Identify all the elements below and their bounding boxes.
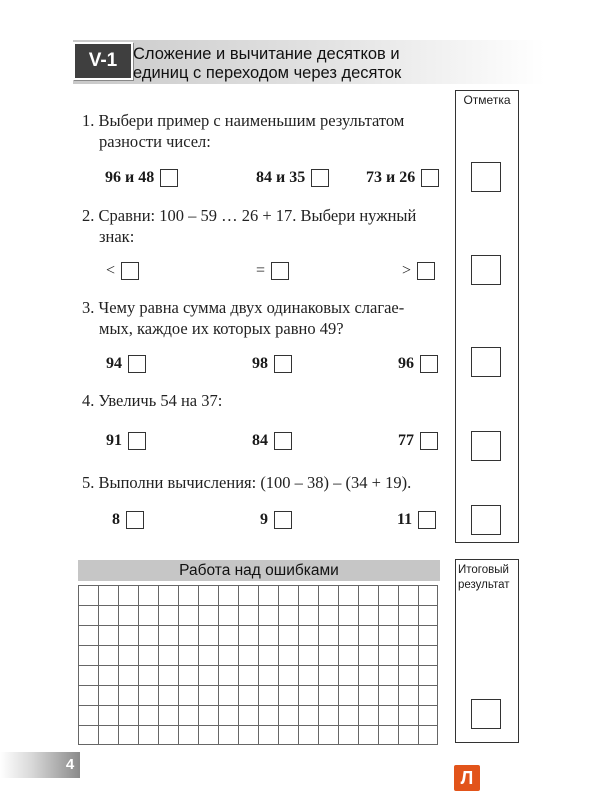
answer-checkbox[interactable] [160, 169, 178, 187]
final-result-box[interactable] [471, 699, 501, 729]
final-result-label-line1: Итоговый [458, 564, 509, 576]
question-3-line2: мых, каждое их которых равно 49? [99, 319, 344, 338]
errors-section-title: Работа над ошибками [78, 560, 440, 581]
answer-option-label: 98 [252, 355, 268, 372]
answer-option-label: 94 [106, 355, 122, 372]
publisher-logo: Л [454, 765, 480, 791]
question-4 [82, 390, 452, 411]
question-1-line1: 1. Выбери пример с наименьшим результатом [82, 111, 405, 130]
answer-checkbox[interactable] [271, 262, 289, 280]
answer-checkbox[interactable] [128, 432, 146, 450]
answer-option[interactable] [398, 355, 438, 373]
grade-box-2[interactable] [471, 255, 501, 285]
answer-option-label: > [402, 262, 412, 279]
question-1 [82, 110, 452, 152]
question-5-line1: 5. Выполни вычисления: (100 – 38) – (34 + 19). [82, 473, 412, 492]
answer-checkbox[interactable] [274, 432, 292, 450]
variant-label: V-1 [73, 42, 133, 80]
answer-option-label: 84 [252, 432, 268, 449]
answer-checkbox[interactable] [311, 169, 329, 187]
final-result-label-line2: результат [458, 579, 510, 591]
answer-option-label: < [106, 262, 116, 279]
answer-option-label: 9 [260, 511, 268, 528]
answer-checkbox[interactable] [121, 262, 139, 280]
answer-option-label: 96 [398, 355, 414, 372]
answer-option[interactable] [106, 355, 146, 373]
answer-option-label: = [256, 262, 266, 279]
answer-option[interactable] [256, 262, 289, 280]
question-1-line2: разности чисел: [99, 132, 211, 151]
answer-option-label: 73 и 26 [366, 169, 416, 186]
grade-box-4[interactable] [471, 431, 501, 461]
question-4-line1: 4. Увеличь 54 на 37: [82, 391, 223, 410]
topic-title-line1: Сложение и вычитание десятков и [133, 45, 400, 63]
answer-option-label: 91 [106, 432, 122, 449]
answer-option-label: 84 и 35 [256, 169, 306, 186]
topic-title-line2: единиц с переходом через десяток [133, 64, 402, 82]
answer-checkbox[interactable] [418, 511, 436, 529]
answer-checkbox[interactable] [420, 355, 438, 373]
answer-option[interactable] [402, 262, 435, 280]
errors-grid[interactable] [78, 585, 438, 745]
answer-checkbox[interactable] [126, 511, 144, 529]
answer-option-label: 77 [398, 432, 414, 449]
question-3-line1: 3. Чему равна сумма двух одинаковых слагае- [82, 298, 405, 317]
answer-option[interactable] [397, 511, 436, 529]
answer-option[interactable] [252, 355, 292, 373]
grade-box-1[interactable] [471, 162, 501, 192]
question-2-line2: знак: [99, 227, 135, 246]
grade-column-label: Отметка [463, 93, 511, 107]
answer-checkbox[interactable] [274, 511, 292, 529]
grade-column [455, 90, 519, 543]
answer-checkbox[interactable] [420, 432, 438, 450]
question-3 [82, 297, 452, 339]
answer-option[interactable] [366, 169, 439, 187]
answer-option[interactable] [106, 432, 146, 450]
answer-option[interactable] [112, 511, 144, 529]
answer-checkbox[interactable] [417, 262, 435, 280]
page-number: 4 [65, 756, 75, 773]
answer-checkbox[interactable] [421, 169, 439, 187]
grade-box-5[interactable] [471, 505, 501, 535]
answer-checkbox[interactable] [128, 355, 146, 373]
answer-option-label: 96 и 48 [105, 169, 155, 186]
answer-option[interactable] [105, 169, 178, 187]
question-5 [82, 472, 452, 493]
answer-option[interactable] [260, 511, 292, 529]
grade-box-3[interactable] [471, 347, 501, 377]
answer-option-label: 11 [397, 511, 413, 528]
question-2-line1: 2. Сравни: 100 – 59 … 26 + 17. Выбери нужный [82, 206, 417, 225]
answer-option[interactable] [256, 169, 329, 187]
answer-checkbox[interactable] [274, 355, 292, 373]
answer-option[interactable] [252, 432, 292, 450]
final-result-label [458, 563, 518, 593]
question-2 [82, 205, 452, 247]
answer-option[interactable] [106, 262, 139, 280]
topic-title [133, 45, 463, 83]
answer-option-label: 8 [112, 511, 120, 528]
answer-option[interactable] [398, 432, 438, 450]
